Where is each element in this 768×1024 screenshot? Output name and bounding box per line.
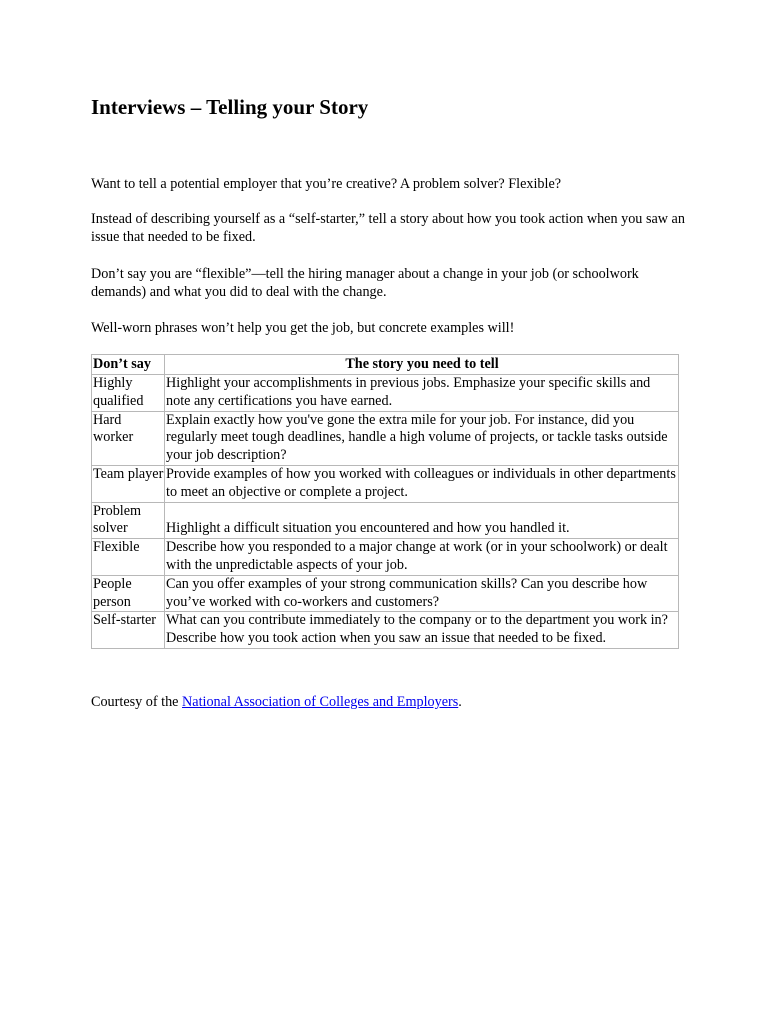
story-cell: Explain exactly how you've gone the extra mile for your job. For instance, did you regularly meet tough deadlines, handle a high volume of projects, or tackle tasks outside your job description? — [165, 411, 679, 465]
table-row — [92, 612, 679, 649]
table-header-row — [92, 355, 679, 375]
table-row — [92, 375, 679, 412]
table-row — [92, 502, 679, 539]
courtesy-suffix: . — [458, 694, 462, 710]
story-cell: Describe how you responded to a major change at work (or in your schoolwork) or dealt with the unpredictable aspects of your job. — [165, 539, 679, 576]
naceweb-link[interactable]: National Association of Colleges and Employers — [182, 694, 459, 710]
phrase-cell: Self-starter — [92, 612, 165, 649]
header-story: The story you need to tell — [165, 355, 679, 375]
concrete-examples-paragraph: Well-worn phrases won’t help you get the job, but concrete examples will! — [91, 320, 515, 336]
self-starter-paragraph: Instead of describing yourself as a “self-starter,” tell a story about how you took action when you saw an issue that needed to be fixed. — [91, 211, 685, 245]
table-row — [92, 411, 679, 465]
phrases-table — [91, 354, 679, 649]
phrase-cell: Flexible — [92, 539, 165, 576]
page-title: Interviews – Telling your Story — [91, 95, 369, 119]
story-cell: Can you offer examples of your strong communication skills? Can you describe how you’ve worked with co-workers and customers? — [165, 575, 679, 612]
table-row — [92, 539, 679, 576]
table-row — [92, 575, 679, 612]
phrase-cell: Highly qualified — [92, 375, 165, 412]
courtesy-line — [91, 693, 462, 711]
story-cell: Highlight your accomplishments in previous jobs. Emphasize your specific skills and note any certifications you have earned. — [165, 375, 679, 412]
phrase-cell: Problem solver — [92, 502, 165, 539]
table-row — [92, 465, 679, 502]
story-cell: Highlight a difficult situation you encountered and how you handled it. — [165, 502, 679, 539]
story-cell: Provide examples of how you worked with colleagues or individuals in other departments to meet an objective or complete a project. — [165, 465, 679, 502]
phrase-cell: Hard worker — [92, 411, 165, 465]
intro-paragraph: Want to tell a potential employer that you’re creative? A problem solver? Flexible? — [91, 176, 562, 192]
phrase-cell: People person — [92, 575, 165, 612]
header-dont-say: Don’t say — [92, 355, 165, 375]
courtesy-prefix: Courtesy of the — [91, 694, 183, 710]
flexible-paragraph: Don’t say you are “flexible”—tell the hiring manager about a change in your job (or schoolwork demands) and what you did to deal with the change. — [91, 266, 639, 300]
phrase-cell: Team player — [92, 465, 165, 502]
story-cell: What can you contribute immediately to the company or to the department you work in? Describe how you took action when you saw an issue that needed to be fixed. — [165, 612, 679, 649]
